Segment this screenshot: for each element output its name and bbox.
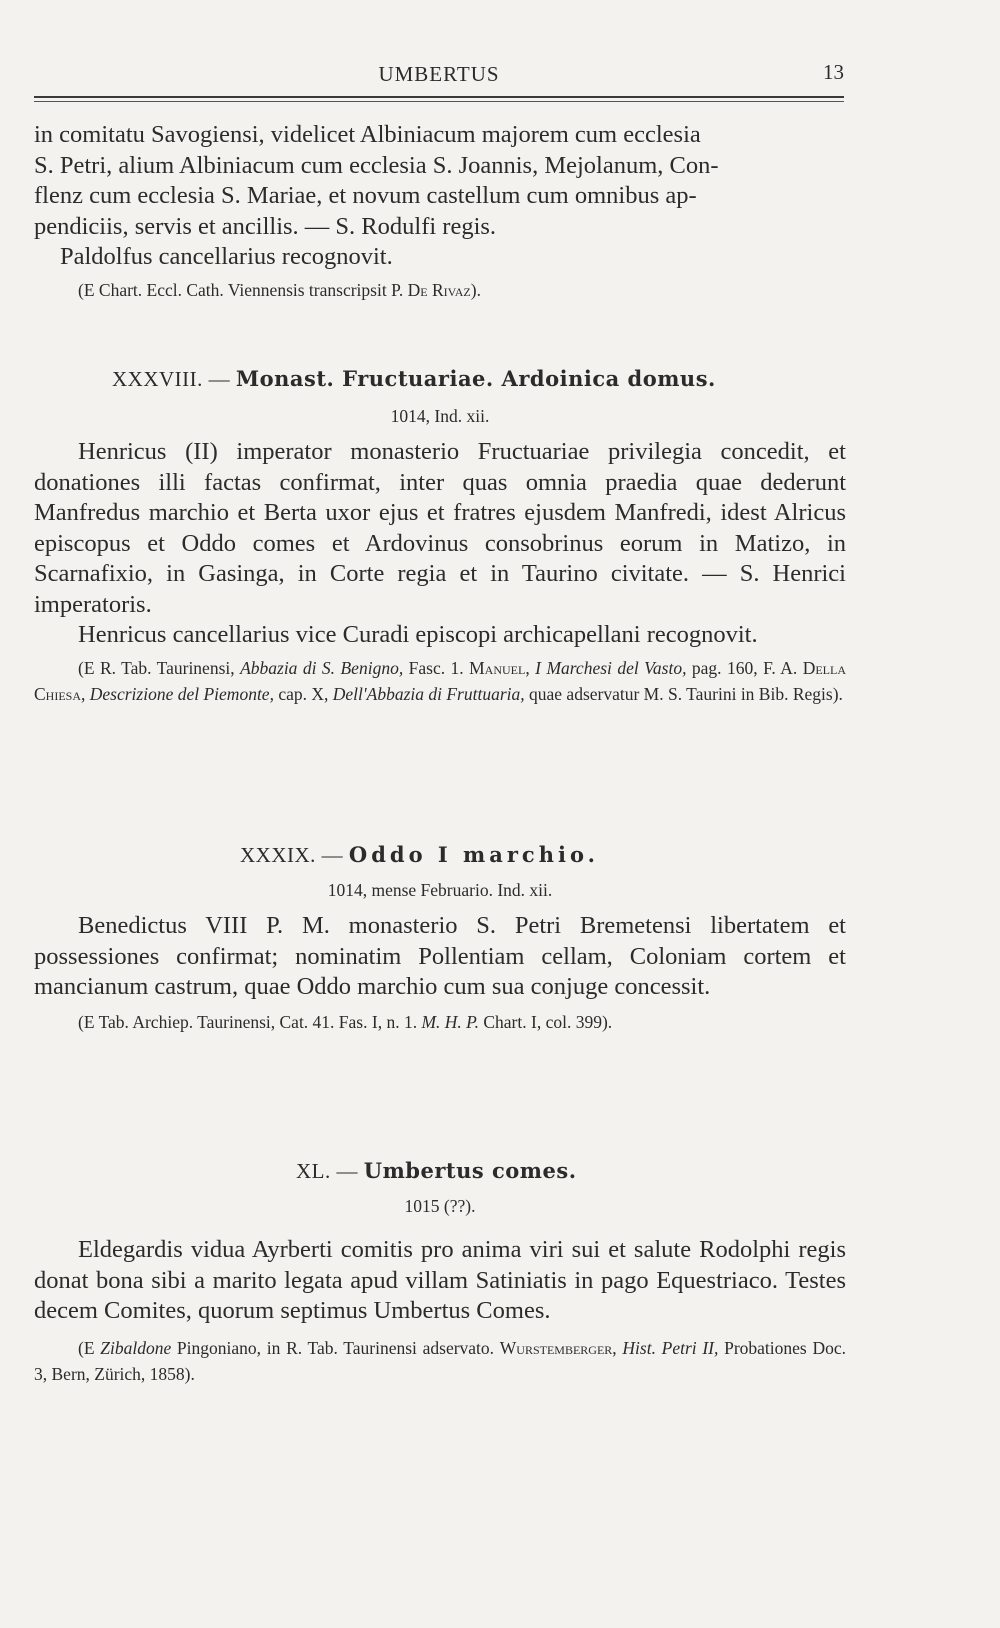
document-heading: XXXVIII. — Monast. Fructuariae. Ardoinica domus. <box>112 366 716 391</box>
header-rule-thin <box>34 101 844 102</box>
header-rule <box>34 96 844 98</box>
running-title: UMBERTUS <box>378 62 500 86</box>
intro-line: S. Petri, alium Albiniacum cum ecclesia S. Joannis, Mejolanum, Con- <box>34 151 719 179</box>
document-body: Henricus (II) imperator monasterio Fructuariae privilegia concedit, et donationes illi factas confirmat, inter quas omnia praedia quae dederunt Manfredus marchio et Berta uxor ejus et fratres ejusdem Manfredi, idest Alricus episcopus et Oddo comes et Ardovinus consobrinus eorum in Matizo, in Scarnafixio, in Gasinga, in Corte regia et in Taurino civitate. — S. Henrici imperatoris. <box>34 438 846 618</box>
document-date: 1014, mense Februario. Ind. xii. <box>327 880 553 900</box>
intro-line: in comitatu Savogiensi, videlicet Albiniacum majorem cum ecclesia <box>34 121 701 148</box>
document-40 <box>34 1158 846 1387</box>
page-header <box>34 56 844 90</box>
document-date: 1014, Ind. xii. <box>390 406 490 426</box>
document-heading: XL. — Umbertus comes. <box>296 1158 577 1183</box>
document-source: (E Zibaldone Pingoniano, in R. Tab. Taurinensi adservato. Wurstemberger, Hist. Petri II, Probationes Doc. 3, Bern, Zürich, 1858). <box>34 1337 846 1384</box>
intro-line: pendiciis, servis et ancillis. — S. Rodulfi regis. <box>34 212 497 240</box>
document-date: 1015 (??). <box>404 1196 476 1216</box>
document-source: (E R. Tab. Taurinensi, Abbazia di S. Benigno, Fasc. 1. Manuel, I Marchesi del Vasto, pag. 160, F. A. Della Chiesa, Descrizione del Piemonte, cap. X, Dell'Abbazia di Fruttuaria, quae adservatur M. S. Taurini in Bib. Regis). <box>34 657 847 704</box>
document-39 <box>34 842 846 1035</box>
document-source: (E Tab. Archiep. Taurinensi, Cat. 41. Fas. I, n. 1. M. H. P. Chart. I, col. 399). <box>78 1011 613 1032</box>
document-38 <box>34 366 846 707</box>
document-recognition: Henricus cancellarius vice Curadi episcopi archicapellani recognovit. <box>78 621 758 648</box>
intro-line: flenz cum ecclesia S. Mariae, et novum castellum cum omnibus ap- <box>34 182 697 209</box>
document-heading: XXXIX. — Oddo I marchio. <box>240 842 599 867</box>
intro-section <box>34 120 846 303</box>
page-number: 13 <box>823 60 844 84</box>
intro-source: (E Chart. Eccl. Cath. Viennensis transcripsit P. De Rivaz). <box>78 279 481 300</box>
intro-recognition: Paldolfus cancellarius recognovit. <box>60 243 393 270</box>
document-body: Benedictus VIII P. M. monasterio S. Petri Bremetensi libertatem et possessiones confirmat; nominatim Pollentiam cellam, Coloniam cortem et mancianum castrum, quae Oddo marchio cum sua conjuge concessit. <box>34 912 846 1000</box>
document-body: Eldegardis vidua Ayrberti comitis pro anima viri sui et salute Rodolphi regis donat bona sibi a marito legata apud villam Satiniatis in pago Equestriaco. Testes decem Comites, quorum septimus Umbertus Comes. <box>34 1236 846 1324</box>
